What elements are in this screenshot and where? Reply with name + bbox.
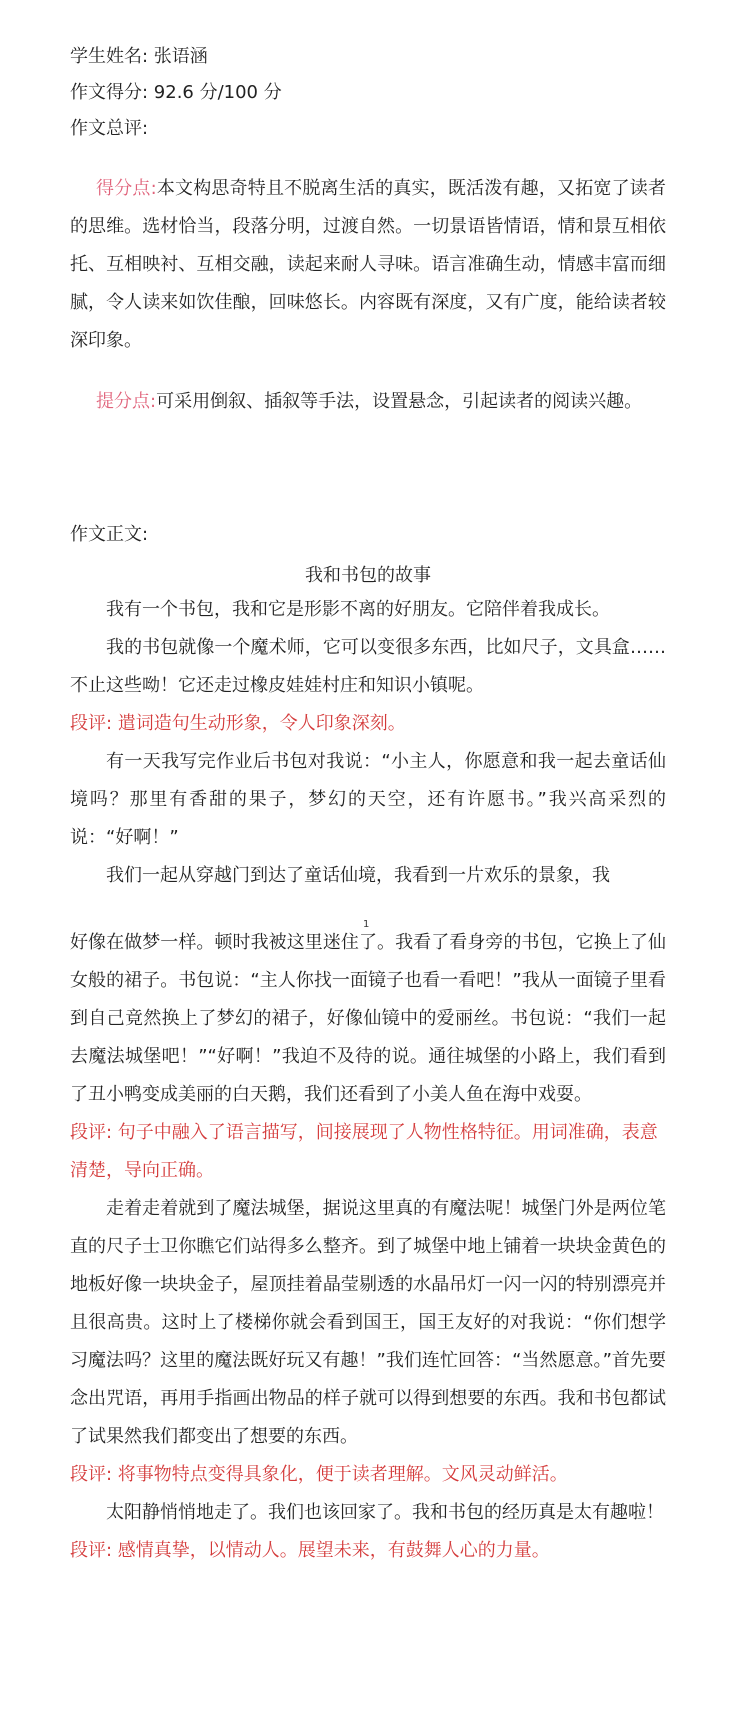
improve-text: 可采用倒叙、插叙等手法，设置悬念，引起读者的阅读兴趣。 bbox=[156, 391, 643, 412]
essay-paragraph: 好像在做梦一样。顿时我被这里迷住了。我看了看身旁的书包，它换上了仙女般的裙子。书包说：“主人你找一面镜子也看一看吧！”我从一面镜子里看到自己竟然换上了梦幻的裙子，好像仙镜中的爱丽丝。书包说：“我们一起去魔法城堡吧！”“好啊！”我迫不及待的说。通往城堡的小路上，我们看到了丑小鸭变成美丽的白天鹅，我们还看到了小美人鱼在海中戏耍。 bbox=[70, 932, 666, 1105]
essay-paragraph: 我有一个书包，我和它是形影不离的好朋友。它陪伴着我成长。 bbox=[106, 599, 610, 620]
overall-comment-label: 作文总评: bbox=[70, 118, 149, 139]
student-name: 学生姓名: 张语涵 bbox=[70, 46, 208, 67]
paragraph-review: 段评: 遣词造句生动形象，令人印象深刻。 bbox=[70, 713, 406, 734]
essay-body-2 bbox=[70, 924, 666, 1570]
page-number: 1 bbox=[363, 919, 370, 930]
improve-comment bbox=[70, 383, 666, 421]
paragraph-review: 段评: 感情真挚，以情动人。展望未来，有鼓舞人心的力量。 bbox=[70, 1540, 550, 1561]
essay-paragraph: 走着走着就到了魔法城堡，据说这里真的有魔法呢！城堡门外是两位笔直的尺子士卫你瞧它们站得多么整齐。到了城堡中地上铺着一块块金黄色的地板好像一块块金子，屋顶挂着晶莹剔透的水晶吊灯一闪一闪的特别漂亮并且很高贵。这时上了楼梯你就会看到国王，国王友好的对我说：“你们想学习魔法吗？这里的魔法既好玩又有趣！”我们连忙回答：“当然愿意。”首先要念出咒语，再用手指画出物品的样子就可以得到想要的东西。我和书包都试了试果然我们都变出了想要的东西。 bbox=[70, 1198, 666, 1447]
essay-paragraph: 太阳静悄悄地走了。我们也该回家了。我和书包的经历真是太有趣啦！ bbox=[106, 1502, 664, 1523]
essay-body-1 bbox=[70, 591, 666, 895]
essay-title: 我和书包的故事 bbox=[305, 565, 431, 586]
essay-score: 作文得分: 92.6 分/100 分 bbox=[70, 82, 282, 103]
paragraph-review: 段评: 句子中融入了语言描写，间接展现了人物性格特征。用词准确，表意清楚，导向正确。 bbox=[70, 1122, 658, 1181]
essay-paragraph: 我们一起从穿越门到达了童话仙境，我看到一片欢乐的景象，我 bbox=[106, 865, 610, 886]
essay-paragraph: 有一天我写完作业后书包对我说：“小主人，你愿意和我一起去童话仙境吗？那里有香甜的果子，梦幻的天空，还有许愿书。”我兴高采烈的说：“好啊！” bbox=[70, 751, 666, 848]
essay-section-label: 作文正文: bbox=[70, 524, 149, 545]
essay-paragraph: 我的书包就像一个魔术师，它可以变很多东西，比如尺子，文具盒……不止这些呦！它还走过橡皮娃娃村庄和知识小镇呢。 bbox=[70, 637, 666, 696]
student-info bbox=[70, 40, 666, 148]
strength-label: 得分点: bbox=[96, 178, 157, 199]
paragraph-review: 段评: 将事物特点变得具象化，便于读者理解。文风灵动鲜活。 bbox=[70, 1464, 568, 1485]
strength-comment bbox=[70, 170, 666, 360]
strength-text: 本文构思奇特且不脱离生活的真实，既活泼有趣，又拓宽了读者的思维。选材恰当，段落分明，过渡自然。一切景语皆情语，情和景互相依托、互相映衬、互相交融，读起来耐人寻味。语言准确生动，情感丰富而细腻，令人读来如饮佳酿，回味悠长。内容既有深度，又有广度，能给读者较深印象。 bbox=[70, 178, 666, 351]
improve-label: 提分点: bbox=[96, 391, 157, 412]
